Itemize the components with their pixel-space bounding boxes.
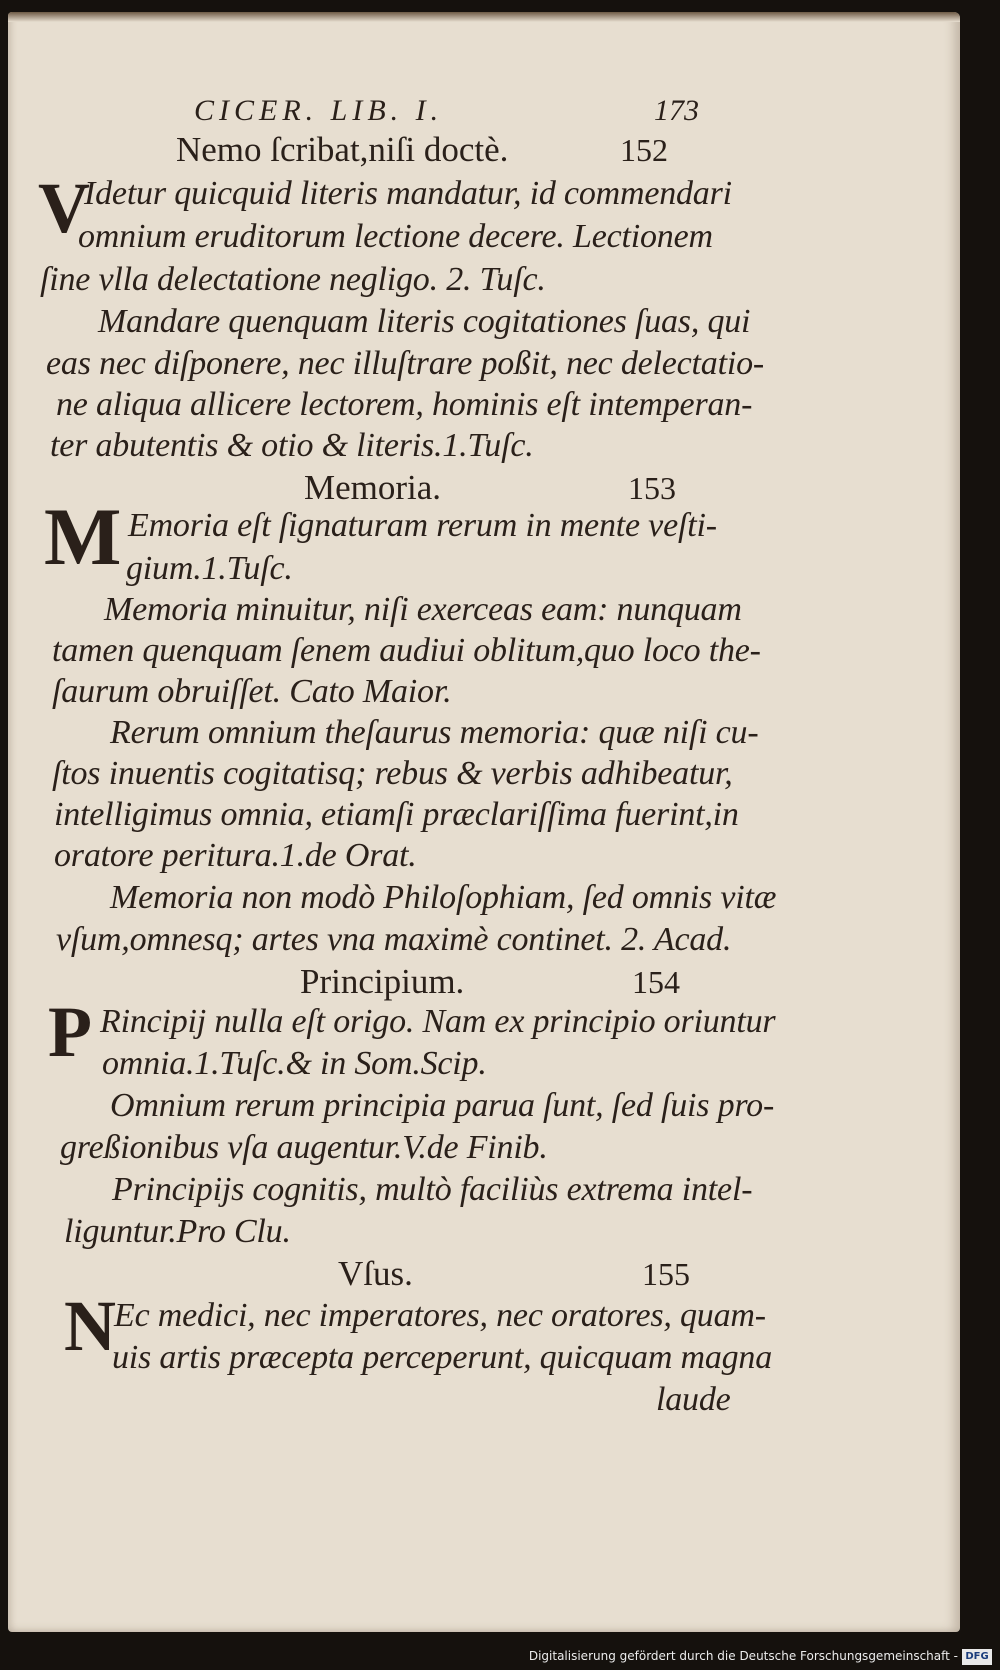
section-number: 153	[628, 470, 676, 506]
text-line: Memoria minuitur, niſi exerceas eam: nunquam	[104, 591, 742, 628]
section-number: 155	[642, 1256, 690, 1292]
page-text-block	[8, 12, 960, 1632]
drop-cap-initial: N	[64, 1286, 116, 1366]
page-number: 173	[654, 94, 699, 127]
section-heading: Principium.	[300, 962, 465, 1001]
text-line: vſum,omnesq; artes vna maximè continet. 2. Acad.	[56, 921, 732, 958]
text-line: tamen quenquam ſenem audiui oblitum,quo loco the-	[52, 632, 761, 669]
text-line: ter abutentis & otio & literis.1.Tuſc.	[50, 427, 534, 464]
text-line: oratore peritura.1.de Orat.	[54, 837, 417, 874]
text-line: omnia.1.Tuſc.& in Som.Scip.	[102, 1045, 487, 1082]
text-line: ne aliqua allicere lectorem, hominis eſt intemperan-	[56, 386, 753, 423]
drop-cap-initial: V	[38, 168, 90, 248]
digitization-footer	[0, 1646, 1000, 1670]
text-line: Ec medici, nec imperatores, nec oratores, quam-	[114, 1297, 766, 1334]
section-number: 154	[632, 964, 680, 1000]
text-line: intelligimus omnia, etiamſi præclariſſima fuerint,in	[54, 796, 739, 833]
section-heading: Memoria.	[304, 468, 442, 507]
text-line: liguntur.Pro Clu.	[64, 1213, 291, 1250]
text-line: Emoria eſt ſignaturam rerum in mente veſti-	[128, 507, 717, 544]
text-line: ſine vlla delectatione negligo. 2. Tuſc.	[40, 261, 546, 298]
dfg-logo: DFG	[962, 1649, 992, 1665]
text-line: Rerum omnium theſaurus memoria: quæ niſi cu-	[110, 714, 759, 751]
running-head: CICER. LIB. I.	[194, 94, 444, 127]
text-line: Mandare quenquam literis cogitationes ſuas, qui	[98, 303, 751, 340]
text-line: Principijs cognitis, multò faciliùs extrema intel-	[112, 1171, 753, 1208]
section-heading: Vſus.	[338, 1254, 413, 1293]
book-page	[8, 12, 960, 1632]
funding-credit: Digitalisierung gefördert durch die Deutsche Forschungsgemeinschaft -	[528, 1649, 958, 1663]
text-line: Omnium rerum principia parua ſunt, ſed ſuis pro-	[110, 1087, 775, 1124]
text-line: gium.1.Tuſc.	[126, 550, 293, 587]
text-line: ſaurum obruiſſet. Cato Maior.	[52, 673, 452, 710]
text-line: Idetur quicquid literis mandatur, id commendari	[84, 175, 732, 212]
text-line: omnium eruditorum lectione decere. Lectionem	[78, 218, 713, 255]
text-line: Memoria non modò Philoſophiam, ſed omnis vitæ	[110, 879, 777, 916]
text-line: ſtos inuentis cogitatisq; rebus & verbis adhibeatur,	[52, 755, 733, 792]
text-line: greßionibus vſa augentur.V.de Finib.	[60, 1129, 548, 1166]
section-heading: Nemo ſcribat,niſi doctè.	[176, 130, 509, 169]
drop-cap-initial: M	[44, 491, 122, 582]
section-number: 152	[620, 132, 668, 168]
text-line: eas nec diſponere, nec illuſtrare poßit, nec delectatio-	[46, 345, 765, 382]
text-line: uis artis præcepta perceperunt, quicquam magna	[112, 1339, 773, 1376]
text-line: laude	[656, 1381, 731, 1418]
drop-cap-initial: P	[48, 992, 92, 1072]
text-line: Rincipij nulla eſt origo. Nam ex principio oriuntur	[100, 1003, 776, 1040]
